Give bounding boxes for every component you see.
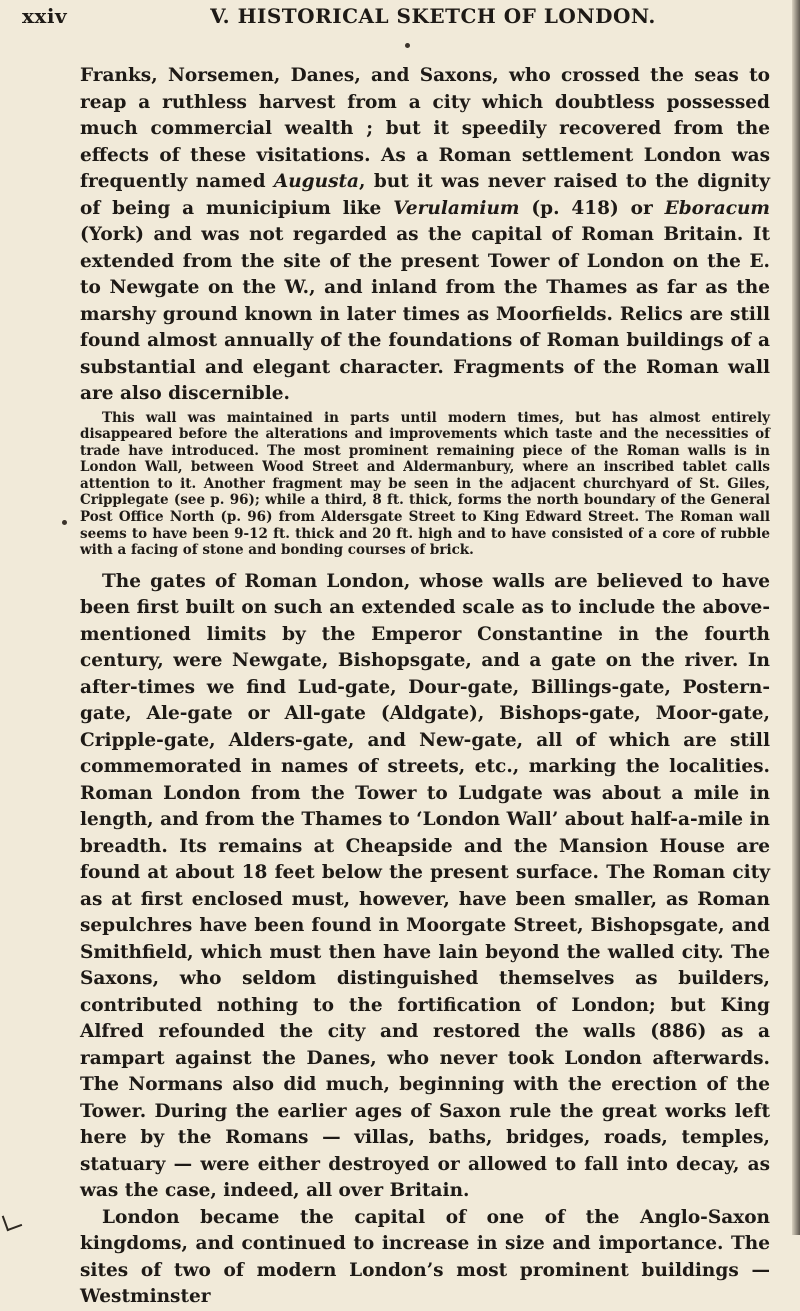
running-header bbox=[22, 0, 770, 40]
page-edge-shadow bbox=[792, 0, 800, 1235]
page-number: xxiv bbox=[22, 4, 68, 28]
small-print-note: This wall was maintained in parts until modern times, but has almost entirely disappeared before the alterations and improvements which taste and the necessities of trade have introduced. The most prominent remaining piece of the Roman walls is in London Wall, between Wood Street and Aldermanbury, where an inscribed tablet calls attention to it. Another fragment may be seen in the adjacent churchyard of St. Giles, Cripplegate (see p. 96); while a third, 8 ft. thick, forms the north boundary of the General Post Office North (p. 96) from Aldersgate Street to King Edward Street. The Roman wall seems to have been 9-12 ft. thick and 20 ft. high and to have consisted of a core of rubble with a facing of stone and bonding courses of brick. bbox=[80, 409, 770, 559]
term-augusta: Augusta bbox=[273, 171, 360, 192]
paragraph-1-text-c: , but it was never raised to the dignity of being a municipium like bbox=[80, 171, 770, 219]
paragraph-2: The gates of Roman London, whose walls are believed to have been first built on such an extended scale as to include the above-mentioned limits by the Emperor Constantine in the fourth century, were Newgate, Bishopsgate, and a gate on the river. In after-times we find Lud-gate, Dour-gate, Billings-gate, Postern-gate, Ale-gate or All-gate (Aldgate), Bishops-gate, Moor-gate, Cripple-gate, Alders-gate, and New-gate, all of which are still commemorated in names of streets, etc., marking the localities. Roman London from the Tower to Ludgate was about a mile in length, and from the Thames to ‘London Wall’ about half-a-mile in breadth. Its remains at Cheapside and the Mansion House are found at about 18 feet below the present surface. The Roman city as at first enclosed must, however, have been smaller, as Roman sepulchres have been found in Moorgate Street, Bishopsgate, and Smithfield, which must then have lain beyond the walled city. The Saxons, who seldom distinguished themselves as builders, contributed nothing to the fortification of London; but King Alfred refounded the city and restored the walls (886) as a rampart against the Danes, who never took London afterwards. The Normans also did much, beginning with the erection of the Tower. During the earlier ages of Saxon rule the great works left here by the Romans — villas, baths, bridges, roads, temples, statuary — were either destroyed or allowed to fall into decay, as was the case, indeed, all over Britain. bbox=[80, 570, 770, 1202]
margin-dot bbox=[62, 520, 67, 525]
paragraph-3: London became the capital of one of the Anglo-Saxon kingdoms, and continued to increase in size and importance. The sites of two of modern London’s most prominent buildings — Westminster bbox=[80, 1206, 770, 1308]
paragraph-1-text-g: (York) and was not regarded as the capital of Roman Britain. It extended from the site of the present Tower of London on the E. to Newgate on the W., and inland from the Thames as far as the marshy ground known in later times as Moorfields. Relics are still found almost annually of the foundations of Roman buildings of a substantial and elegant character. Fragments of the Roman wall are also discernible. bbox=[80, 224, 770, 404]
paragraph-1 bbox=[80, 63, 770, 408]
paragraph-1-text-e: (p. 418) or bbox=[519, 197, 665, 219]
header-ornament bbox=[80, 43, 770, 63]
running-title: V. HISTORICAL SKETCH OF LONDON. bbox=[210, 4, 656, 28]
term-eboracum: Eboracum bbox=[664, 197, 770, 219]
term-verulamium: Verulamium bbox=[393, 197, 520, 219]
paragraph-1-text-a: Franks, Norsemen, Danes, and Saxons, who crossed the seas to reap a ruthless harvest from a city which doubtless possessed much commercial wealth ; but it speedily recovered from the effects of these visitations. As a Roman settlement London was frequently named bbox=[80, 65, 770, 192]
